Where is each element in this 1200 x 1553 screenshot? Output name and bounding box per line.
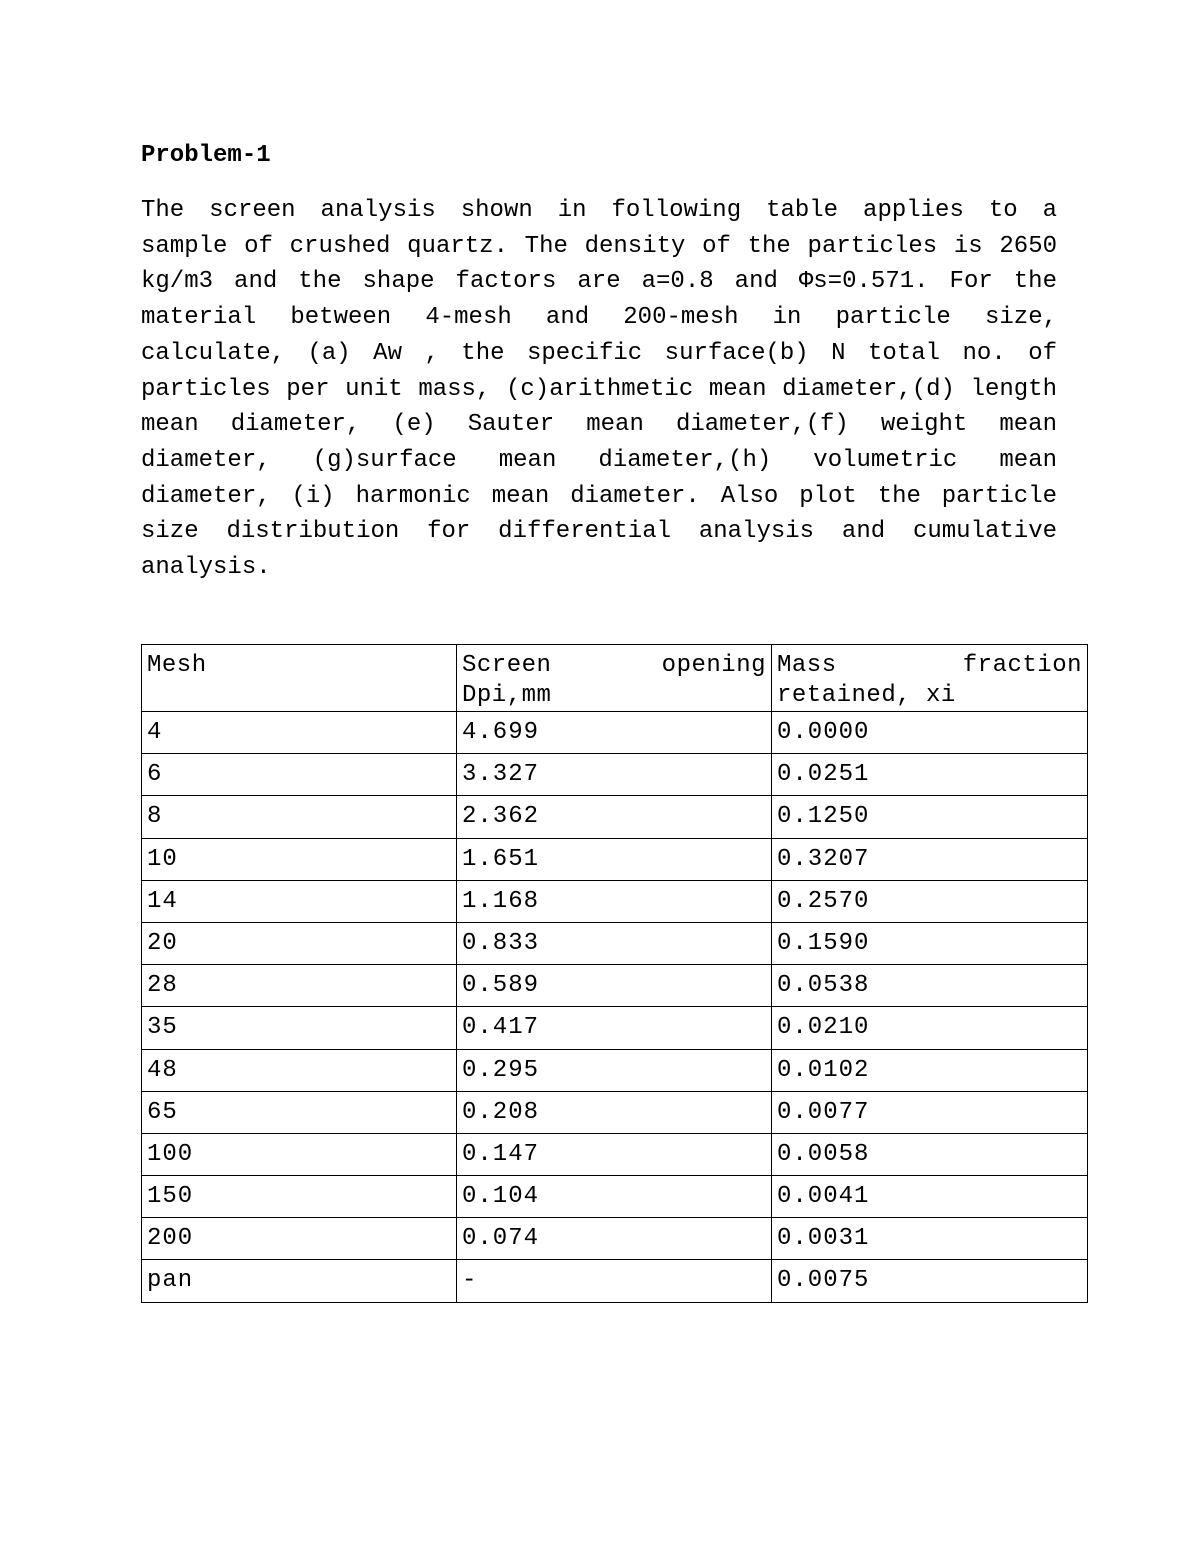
table-row [142,838,1088,880]
table-row [142,965,1088,1007]
opening-cell: - [457,1260,772,1302]
mesh-cell: 48 [142,1049,457,1091]
table-row [142,1133,1088,1175]
opening-cell: 0.074 [457,1218,772,1260]
mesh-cell: 14 [142,880,457,922]
fraction-cell: 0.0210 [772,1007,1088,1049]
opening-cell: 2.362 [457,796,772,838]
opening-cell: 0.589 [457,965,772,1007]
mesh-cell: 8 [142,796,457,838]
fraction-cell: 0.0058 [772,1133,1088,1175]
opening-cell: 3.327 [457,754,772,796]
fraction-cell: 0.0538 [772,965,1088,1007]
fraction-cell: 0.0251 [772,754,1088,796]
table-row [142,796,1088,838]
opening-cell: 0.147 [457,1133,772,1175]
mesh-cell: 35 [142,1007,457,1049]
fraction-cell: 0.0000 [772,712,1088,754]
table-row [142,712,1088,754]
opening-cell: 1.168 [457,880,772,922]
mesh-cell: pan [142,1260,457,1302]
table-row [142,1176,1088,1218]
opening-cell: 0.208 [457,1091,772,1133]
opening-cell: 0.417 [457,1007,772,1049]
table-header-row [142,645,1088,712]
table-row [142,1260,1088,1302]
table-row [142,922,1088,964]
opening-cell: 4.699 [457,712,772,754]
mesh-cell: 4 [142,712,457,754]
opening-cell: 0.833 [457,922,772,964]
table-row [142,1218,1088,1260]
mesh-cell: 100 [142,1133,457,1175]
mesh-cell: 150 [142,1176,457,1218]
mesh-cell: 65 [142,1091,457,1133]
opening-cell: 0.104 [457,1176,772,1218]
table-row [142,754,1088,796]
mesh-cell: 10 [142,838,457,880]
fraction-cell: 0.2570 [772,880,1088,922]
table-row [142,1049,1088,1091]
page-title: Problem-1 [141,142,271,169]
fraction-cell: 0.0031 [772,1218,1088,1260]
problem-statement: The screen analysis shown in following table applies to a sample of crushed quartz. The density of the particles is 2650 kg/m3 and the shape factors are a=0.8 and Φs=0.571. For the material between 4-mesh and 200-mesh in particle size, calculate, (a) Aw , the specific surface(b) N total no. of particles per unit mass, (c)arithmetic mean diameter,(d) length mean diameter, (e) Sauter mean diameter,(f) weight mean diameter, (g)surface mean diameter,(h) volumetric mean diameter, (i) harmonic mean diameter. Also plot the particle size distribution for differential analysis and cumulative analysis. [141,197,1057,582]
table-row [142,880,1088,922]
fraction-cell: 0.0075 [772,1260,1088,1302]
mesh-cell: 28 [142,965,457,1007]
header-mass-fraction: Mass fraction retained, xi [772,645,1088,712]
fraction-cell: 0.0077 [772,1091,1088,1133]
fraction-cell: 0.0102 [772,1049,1088,1091]
header-screen-opening: Screen opening Dpi,mm [457,645,772,712]
table-row [142,1091,1088,1133]
fraction-cell: 0.0041 [772,1176,1088,1218]
fraction-cell: 0.1590 [772,922,1088,964]
mesh-cell: 200 [142,1218,457,1260]
opening-cell: 0.295 [457,1049,772,1091]
table-row [142,1007,1088,1049]
opening-cell: 1.651 [457,838,772,880]
mesh-cell: 20 [142,922,457,964]
mesh-cell: 6 [142,754,457,796]
fraction-cell: 0.3207 [772,838,1088,880]
screen-analysis-table [141,644,1088,1303]
header-mesh: Mesh [142,645,457,712]
fraction-cell: 0.1250 [772,796,1088,838]
